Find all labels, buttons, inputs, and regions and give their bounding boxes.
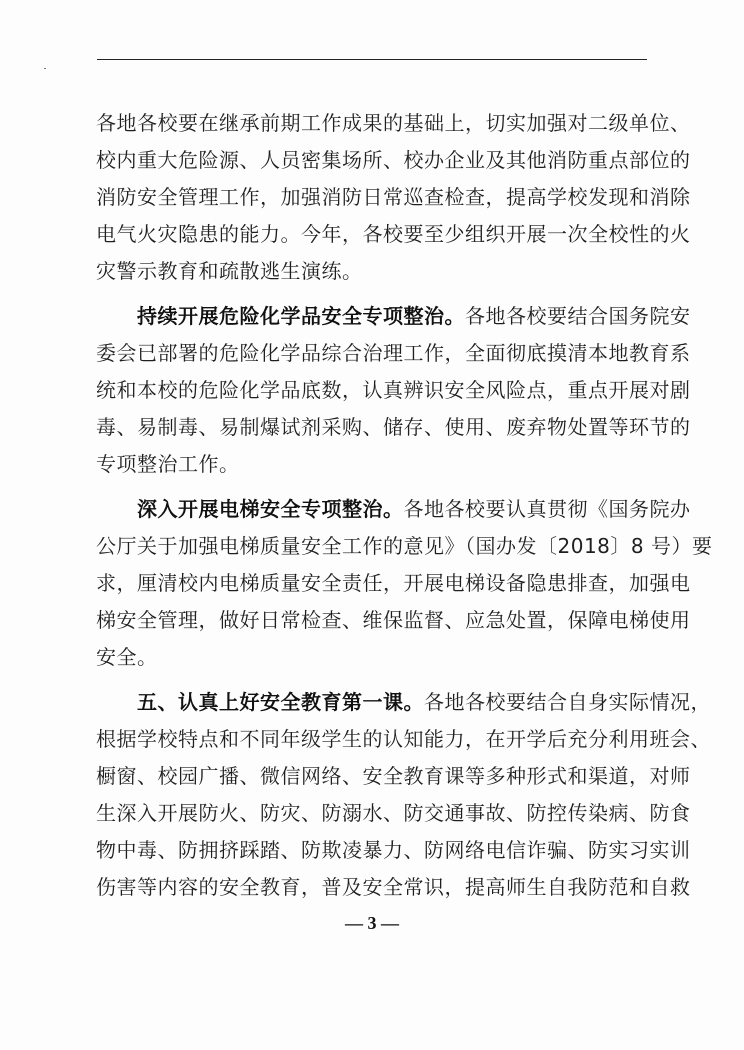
page-number: — 3 — bbox=[345, 913, 399, 933]
paragraph-line: 灾警示教育和疏散逃生演练。 bbox=[96, 259, 363, 283]
paragraph-line: 梯安全管理，做好日常检查、维保监督、应急处置，保障电梯使用 bbox=[96, 608, 691, 632]
paragraph-line: 校内重大危险源、人员密集场所、校办企业及其他消防重点部位的 bbox=[96, 148, 691, 172]
paragraph-line: 公厅关于加强电梯质量安全工作的意见》（国办发〔2018〕8 号）要 bbox=[96, 534, 713, 558]
paragraph-first-line bbox=[96, 491, 691, 528]
paragraph-line: 电气火灾隐患的能力。今年，各校要至少组织开展一次全校性的火 bbox=[96, 222, 691, 246]
paragraph-text: 各地各校要认真贯彻《国务院办 bbox=[403, 497, 691, 521]
paragraph-line: 安全。 bbox=[96, 645, 158, 669]
section-heading: 持续开展危险化学品安全专项整治。 bbox=[137, 304, 465, 328]
paragraph-line: 统和本校的危险化学品底数，认真辨识安全风险点，重点开展对剧 bbox=[96, 378, 691, 402]
paragraph-line: 消防安全管理工作，加强消防日常巡查检查，提高学校发现和消除 bbox=[96, 185, 691, 209]
paragraph-line: 伤害等内容的安全教育，普及安全常识，提高师生自我防范和自救 bbox=[96, 875, 691, 899]
header-rule bbox=[97, 59, 647, 60]
paragraph-line: 毒、易制毒、易制爆试剂采购、储存、使用、废弃物处置等环节的 bbox=[96, 415, 691, 439]
paragraph-text: 各地各校要结合国务院安 bbox=[465, 304, 691, 328]
paragraph-line: 物中毒、防拥挤踩踏、防欺凌暴力、防网络电信诈骗、防实习实训 bbox=[96, 838, 691, 862]
paragraph-elevator-safety bbox=[96, 491, 713, 676]
paragraph-line: 求，厘清校内电梯质量安全责任，开展电梯设备隐患排查，加强电 bbox=[96, 571, 691, 595]
document-body bbox=[96, 105, 713, 906]
paragraph-line: 各地各校要在继承前期工作成果的基础上，切实加强对二级单位、 bbox=[96, 111, 691, 135]
paragraph-line: 根据学校特点和不同年级学生的认知能力，在开学后充分利用班会、 bbox=[96, 727, 711, 751]
paragraph-line: 橱窗、校园广播、微信网络、安全教育课等多种形式和渠道，对师 bbox=[96, 764, 691, 788]
section-heading: 深入开展电梯安全专项整治。 bbox=[137, 497, 404, 521]
scan-speck bbox=[44, 68, 46, 69]
paragraph-safety-education bbox=[96, 684, 711, 906]
paragraph-hazardous-chemicals bbox=[96, 298, 691, 483]
paragraph-first-line bbox=[96, 298, 691, 335]
section-heading: 五、认真上好安全教育第一课。 bbox=[137, 690, 424, 714]
paragraph-line: 委会已部署的危险化学品综合治理工作，全面彻底摸清本地教育系 bbox=[96, 341, 691, 365]
paragraph-fire-safety bbox=[96, 105, 691, 290]
paragraph-text: 各地各校要结合自身实际情况， bbox=[424, 690, 711, 714]
paragraph-line: 生深入开展防火、防灾、防溺水、防交通事故、防控传染病、防食 bbox=[96, 801, 691, 825]
paragraph-line: 专项整治工作。 bbox=[96, 452, 240, 476]
paragraph-first-line bbox=[96, 684, 711, 721]
